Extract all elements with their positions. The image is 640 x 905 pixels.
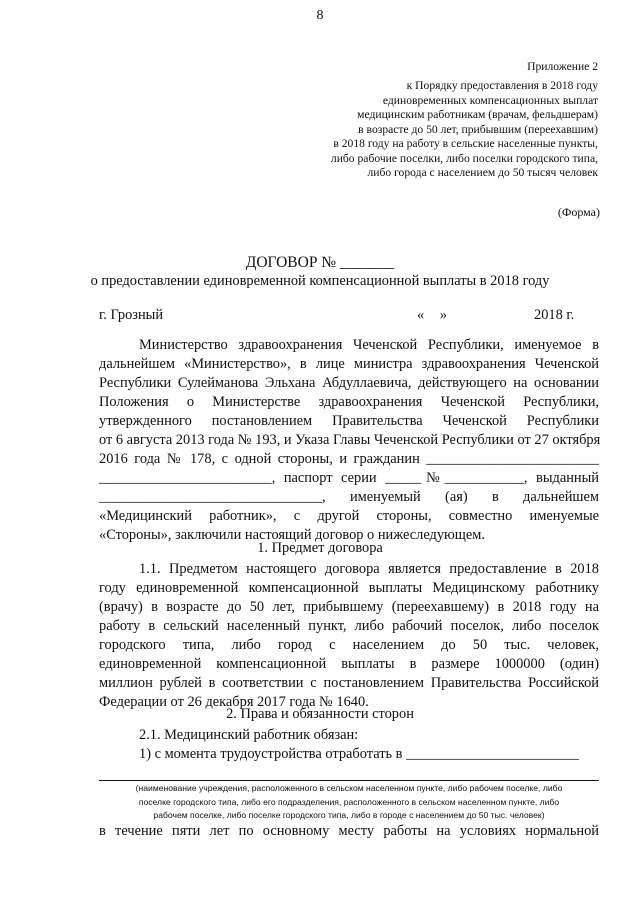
annex-line: в возрасте до 50 лет, прибывшим (переехавшим) (358, 122, 598, 136)
footnote-divider (99, 780, 599, 781)
annex-line: к Порядку предоставления в 2018 году (406, 79, 598, 92)
text-line: утвержденного постановлением Правительства Чеченской Республики (99, 413, 599, 429)
page-number: 8 (316, 8, 324, 23)
annex-line: либо рабочие поселки, либо поселки городского типа, (330, 151, 598, 165)
section-2-paragraph (99, 726, 599, 764)
text-line: Министерство здравоохранения Чеченской Республики, именуемое в (139, 337, 599, 353)
text-line: городского типа, либо город с населением до 50 тыс. человек, (99, 637, 599, 653)
section-heading: 2. Права и обязанности сторон (226, 706, 414, 722)
text-line: миллион рублей в соответствии с постановлением Правительства Российской (99, 675, 599, 691)
text-line: от 6 августа 2013 года № 193, и Указа Главы Чеченской Республики от 27 октября (99, 432, 601, 448)
text-line: работу в сельский населенный пункт, либо рабочий поселок, либо поселок (99, 618, 599, 634)
annex-line: в 2018 году на работу в сельские населенные пункты, (333, 137, 598, 150)
text-line: дальнейшем «Министерство», в лице министра здравоохранения Чеченской (99, 356, 599, 372)
text-line: Республики Сулейманова Эльхана Абдуллаевича, действующего на основании (99, 375, 599, 391)
section-heading: 1. Предмет договора (257, 540, 383, 556)
text-line: единовременной компенсационной выплаты в размере 1000000 (один) (99, 656, 599, 672)
contract-date-day: « » (417, 307, 447, 323)
text-line: Положения о Министерстве здравоохранения Чеченской Республики, (99, 394, 599, 410)
footnote-line: рабочем поселке, либо поселке городского типа, либо в городе с населением до 50 тыс. человек) (153, 810, 545, 821)
text-line: «Медицинский работник», с другой стороны, совместно именуемые (99, 508, 599, 524)
annex-line: единовременных компенсационных выплат (382, 93, 598, 107)
annex-title: Приложение 2 (527, 60, 598, 73)
text-line: 2016 года № 178, с одной стороны, и гражданин ________________________ (99, 451, 599, 467)
footnote-line: (наименование учреждения, расположенного в сельском населенном пункте, либо рабочем поселке, либо (135, 783, 563, 793)
continuation-paragraph (99, 822, 599, 841)
text-line: Федерации от 26 декабря 2017 года № 1640. (99, 694, 369, 710)
annex-reference (331, 79, 598, 181)
footnote-line: поселке городского типа, либо его подразделения, расположенного в сельском населенном пункте, либо (138, 796, 560, 807)
text-line: ________________________, паспорт серии _____№___________, выданный (99, 470, 599, 486)
text-line: _______________________________, именуемый (ая) в дальнейшем (99, 489, 599, 505)
text-line: 2.1. Медицинский работник обязан: (139, 727, 359, 743)
contract-title: ДОГОВОР № _______ (245, 254, 395, 271)
contract-subtitle: о предоставлении единовременной компенсационной выплаты в 2018 году (90, 273, 550, 289)
annex-line: медицинским работникам (врачам, фельдшерам) (357, 108, 598, 121)
form-label: (Форма) (557, 205, 600, 219)
text-line: в течение пяти лет по основному месту работы на условиях нормальной (99, 823, 599, 839)
contract-date-year: 2018 г. (534, 307, 575, 323)
section-1-paragraph (99, 560, 599, 712)
text-line: году единовременной компенсационной выплаты Медицинскому работнику (99, 580, 599, 596)
text-line: 1) с момента трудоустройства отработать в ________________________ (139, 746, 579, 762)
text-line: (врачу) в возрасте до 50 лет, прибывшему (переехавшему) в 2018 году на (99, 599, 599, 615)
footnote-caption (99, 782, 599, 823)
contract-place: г. Грозный (99, 307, 164, 323)
text-line: 1.1. Предметом настоящего договора является предоставление в 2018 (139, 561, 599, 577)
text-line: «Стороны», заключили настоящий договор о нижеследующем. (99, 527, 485, 543)
annex-line: либо города с населением до 50 тысяч человек (367, 166, 598, 179)
intro-paragraph (99, 336, 599, 545)
